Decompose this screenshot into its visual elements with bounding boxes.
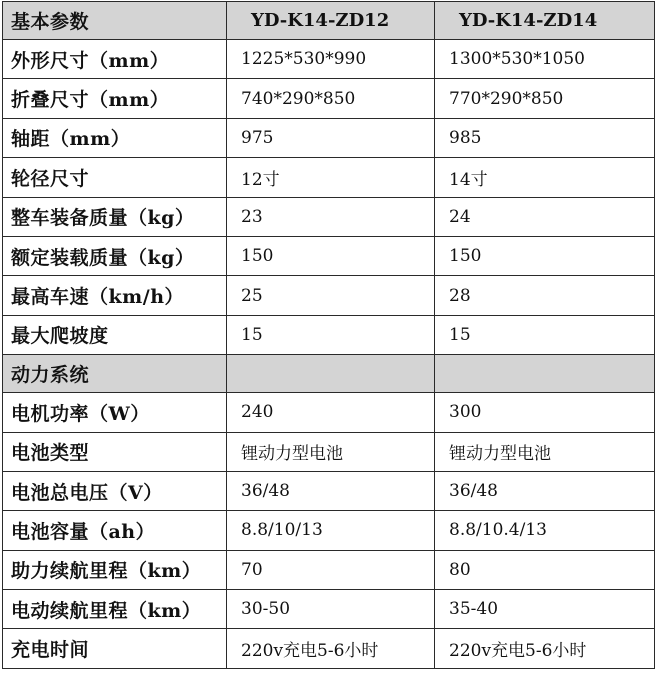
basic-params-heading: 基本参数 (3, 2, 227, 40)
model-2-value: 锂动力型电池 (435, 432, 655, 471)
model-1-value: 220v充电5-6小时 (227, 629, 435, 668)
model-1-value: 锂动力型电池 (227, 432, 435, 471)
table-row-electric-range (3, 590, 655, 629)
power-section-heading: 动力系统 (3, 355, 227, 393)
model-2-value: 770*290*850 (435, 79, 655, 118)
header-row (3, 2, 655, 40)
row-label: 折叠尺寸（mm） (3, 79, 227, 118)
row-label: 轴距（mm） (3, 118, 227, 157)
model-2-value: 15 (435, 315, 655, 354)
model-1-heading: YD-K14-ZD12 (227, 2, 435, 40)
model-1-value: 30-50 (227, 590, 435, 629)
model-2-heading: YD-K14-ZD14 (435, 2, 655, 40)
model-2-value: 28 (435, 276, 655, 315)
row-label: 轮径尺寸 (3, 158, 227, 197)
table-row-motor-power (3, 393, 655, 432)
model-1-value: 36/48 (227, 471, 435, 510)
row-label: 电动续航里程（km） (3, 590, 227, 629)
table-row-wheelbase (3, 118, 655, 157)
table-row-outer-size (3, 40, 655, 79)
model-1-value: 25 (227, 276, 435, 315)
table-row-battery-voltage (3, 471, 655, 510)
model-2-value: 14寸 (435, 158, 655, 197)
section-empty-cell (227, 355, 435, 393)
row-label: 电池容量（ah） (3, 511, 227, 550)
model-2-value: 24 (435, 197, 655, 236)
model-2-value: 1300*530*1050 (435, 40, 655, 79)
model-1-value: 12寸 (227, 158, 435, 197)
row-label: 电机功率（W） (3, 393, 227, 432)
row-label: 助力续航里程（km） (3, 550, 227, 589)
table-row-max-grade (3, 315, 655, 354)
model-1-value: 23 (227, 197, 435, 236)
model-1-value: 70 (227, 550, 435, 589)
row-label: 最高车速（km/h） (3, 276, 227, 315)
row-label: 最大爬坡度 (3, 315, 227, 354)
model-2-value: 8.8/10.4/13 (435, 511, 655, 550)
model-1-value: 15 (227, 315, 435, 354)
table-row-curb-weight (3, 197, 655, 236)
table-row-folded-size (3, 79, 655, 118)
table-row-rated-load (3, 236, 655, 275)
row-label: 电池类型 (3, 432, 227, 471)
row-label: 充电时间 (3, 629, 227, 668)
table-row-wheel-size (3, 158, 655, 197)
model-1-value: 8.8/10/13 (227, 511, 435, 550)
model-2-value: 985 (435, 118, 655, 157)
table-row-charge-time (3, 629, 655, 668)
row-label: 电池总电压（V） (3, 471, 227, 510)
row-label: 外形尺寸（mm） (3, 40, 227, 79)
model-2-value: 300 (435, 393, 655, 432)
table-row-battery-type (3, 432, 655, 471)
spec-table (2, 1, 655, 669)
model-2-value: 36/48 (435, 471, 655, 510)
model-2-value: 220v充电5-6小时 (435, 629, 655, 668)
table-row-battery-capacity (3, 511, 655, 550)
section-empty-cell (435, 355, 655, 393)
row-label: 额定装载质量（kg） (3, 236, 227, 275)
table-row-assist-range (3, 550, 655, 589)
table-row-max-speed (3, 276, 655, 315)
model-2-value: 150 (435, 236, 655, 275)
model-1-value: 1225*530*990 (227, 40, 435, 79)
model-2-value: 80 (435, 550, 655, 589)
model-1-value: 975 (227, 118, 435, 157)
model-2-value: 35-40 (435, 590, 655, 629)
power-section-row (3, 355, 655, 393)
row-label: 整车装备质量（kg） (3, 197, 227, 236)
model-1-value: 240 (227, 393, 435, 432)
model-1-value: 150 (227, 236, 435, 275)
model-1-value: 740*290*850 (227, 79, 435, 118)
